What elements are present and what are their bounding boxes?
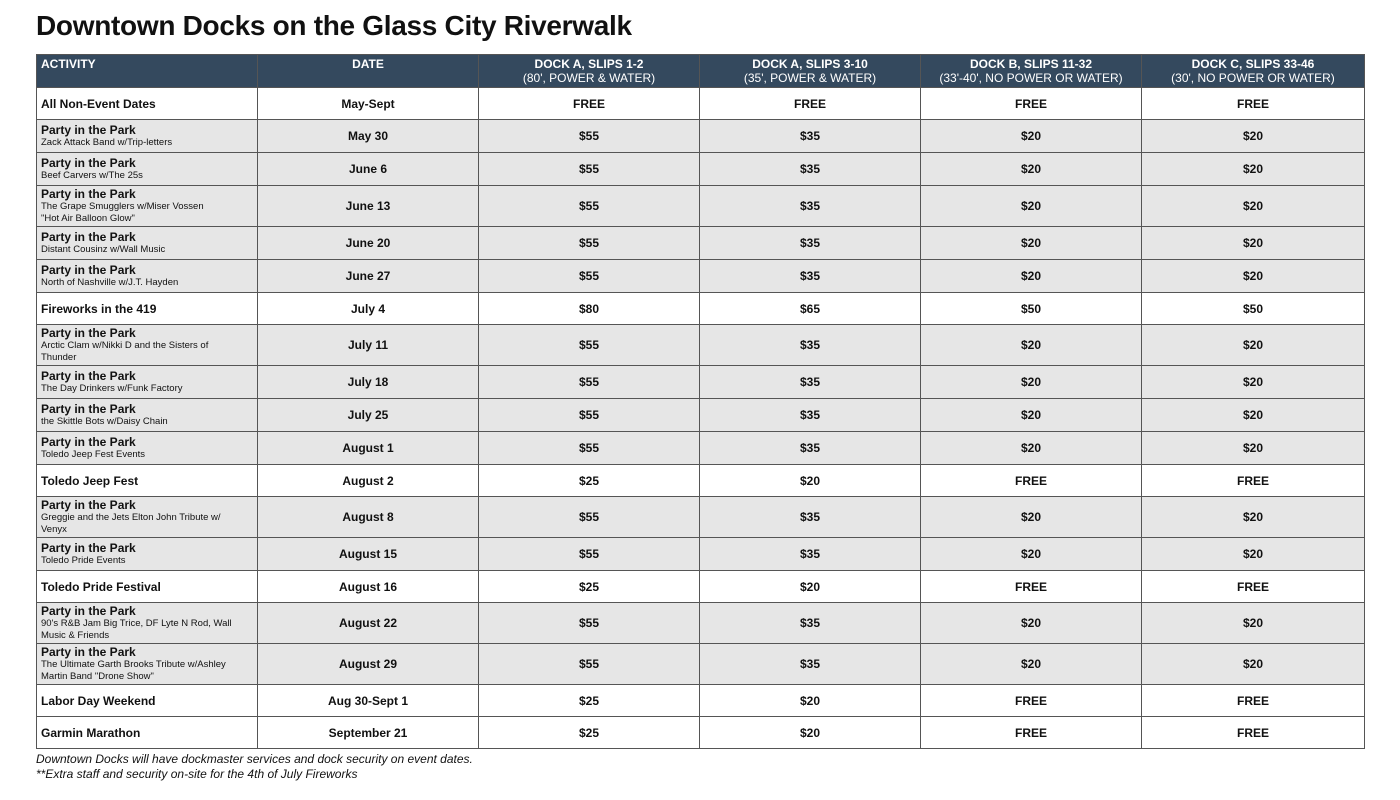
table-row xyxy=(37,644,1365,685)
dock-b-rate: $20 xyxy=(921,153,1142,186)
dock-b-rate: $20 xyxy=(921,399,1142,432)
dock-a-slips-3-10-rate: $35 xyxy=(700,644,921,685)
column-header-activity xyxy=(37,55,258,88)
column-header-dock-a-slips-3-10 xyxy=(700,55,921,88)
dock-c-rate: $20 xyxy=(1142,227,1365,260)
table-row xyxy=(37,366,1365,399)
footnote-dockmaster: Downtown Docks will have dockmaster services and dock security on event dates. xyxy=(36,752,473,766)
dock-a-slips-1-2-rate: $55 xyxy=(479,497,700,538)
dock-b-rate: $20 xyxy=(921,186,1142,227)
table-row xyxy=(37,465,1365,497)
table-row xyxy=(37,497,1365,538)
dock-a-slips-1-2-rate: FREE xyxy=(479,88,700,120)
dock-b-rate: $20 xyxy=(921,603,1142,644)
dock-a-slips-1-2-rate: $55 xyxy=(479,260,700,293)
dock-c-rate: $20 xyxy=(1142,399,1365,432)
activity-detail: Venyx xyxy=(41,523,67,535)
activity-cell xyxy=(37,260,258,293)
activity-cell xyxy=(37,644,258,685)
dock-c-rate: $20 xyxy=(1142,260,1365,293)
activity-name: Party in the Park xyxy=(41,645,136,659)
date-cell: August 22 xyxy=(258,603,479,644)
activity-detail: Arctic Clam w/Nikki D and the Sisters of xyxy=(41,340,209,351)
activity-cell xyxy=(37,88,258,120)
activity-detail: The Grape Smugglers w/Miser Vossen xyxy=(41,201,204,212)
dock-a-slips-3-10-rate: $35 xyxy=(700,399,921,432)
table-row xyxy=(37,186,1365,227)
dock-a-slips-3-10-rate: $35 xyxy=(700,497,921,538)
activity-name: Party in the Park xyxy=(41,604,136,618)
dock-b-rate: FREE xyxy=(921,685,1142,717)
dock-a-slips-1-2-rate: $25 xyxy=(479,465,700,497)
date-cell: August 8 xyxy=(258,497,479,538)
activity-detail: Martin Band "Drone Show" xyxy=(41,670,154,682)
activity-name: Labor Day Weekend xyxy=(41,693,156,708)
activity-cell xyxy=(37,227,258,260)
activity-detail: 90's R&B Jam Big Trice, DF Lyte N Rod, Wall xyxy=(41,618,232,629)
dock-b-rate: $20 xyxy=(921,120,1142,153)
dock-c-rate: FREE xyxy=(1142,717,1365,749)
activity-detail: Greggie and the Jets Elton John Tribute w/ xyxy=(41,512,221,523)
activity-detail: Toledo Pride Events xyxy=(41,554,126,566)
dock-c-rate: $20 xyxy=(1142,366,1365,399)
dock-b-rate: FREE xyxy=(921,717,1142,749)
column-header-date xyxy=(258,55,479,88)
activity-detail: Toledo Jeep Fest Events xyxy=(41,448,146,460)
dock-c-rate: FREE xyxy=(1142,88,1365,120)
dock-b-rate: $20 xyxy=(921,538,1142,571)
table-row xyxy=(37,293,1365,325)
date-cell: May 30 xyxy=(258,120,479,153)
dock-a-slips-1-2-rate: $25 xyxy=(479,685,700,717)
activity-detail: Beef Carvers w/The 25s xyxy=(41,169,143,181)
dock-b-rate: $50 xyxy=(921,293,1142,325)
column-header-label: DOCK A, SLIPS 3-10 xyxy=(752,57,868,71)
page-title: Downtown Docks on the Glass City Riverwalk xyxy=(36,10,632,41)
table-row xyxy=(37,571,1365,603)
dock-a-slips-1-2-rate: $55 xyxy=(479,644,700,685)
date-cell: August 16 xyxy=(258,571,479,603)
activity-cell xyxy=(37,465,258,497)
activity-name: Toledo Jeep Fest xyxy=(41,473,139,488)
activity-name: Party in the Park xyxy=(41,498,136,512)
activity-cell xyxy=(37,399,258,432)
dock-a-slips-1-2-rate: $55 xyxy=(479,227,700,260)
activity-name: Party in the Park xyxy=(41,434,136,449)
dock-a-slips-3-10-rate: $35 xyxy=(700,325,921,366)
activity-detail: The Ultimate Garth Brooks Tribute w/Ashley xyxy=(41,659,226,670)
column-header-dock-a-slips-1-2 xyxy=(479,55,700,88)
dock-a-slips-3-10-rate: $35 xyxy=(700,260,921,293)
dock-b-rate: $20 xyxy=(921,260,1142,293)
date-cell: August 29 xyxy=(258,644,479,685)
table-row xyxy=(37,685,1365,717)
column-header-label: DOCK B, SLIPS 11-32 xyxy=(969,57,1093,71)
date-cell: July 4 xyxy=(258,293,479,325)
activity-cell xyxy=(37,120,258,153)
column-header-label: DOCK C, SLIPS 33-46 xyxy=(1191,57,1315,71)
activity-detail: North of Nashville w/J.T. Hayden xyxy=(41,276,179,288)
dock-a-slips-3-10-rate: $35 xyxy=(700,603,921,644)
activity-detail: The Day Drinkers w/Funk Factory xyxy=(41,382,183,394)
activity-cell xyxy=(37,603,258,644)
dock-a-slips-3-10-rate: $35 xyxy=(700,153,921,186)
dock-a-slips-1-2-rate: $55 xyxy=(479,120,700,153)
dock-c-rate: $20 xyxy=(1142,432,1365,465)
dock-a-slips-1-2-rate: $55 xyxy=(479,399,700,432)
date-cell: June 20 xyxy=(258,227,479,260)
activity-name: Party in the Park xyxy=(41,229,136,244)
activity-cell xyxy=(37,293,258,325)
dock-a-slips-3-10-rate: $35 xyxy=(700,186,921,227)
dock-b-rate: $20 xyxy=(921,497,1142,538)
dock-a-slips-3-10-rate: $65 xyxy=(700,293,921,325)
activity-detail: the Skittle Bots w/Daisy Chain xyxy=(41,415,168,427)
activity-cell xyxy=(37,717,258,749)
activity-cell xyxy=(37,432,258,465)
column-header-label: ACTIVITY xyxy=(41,57,96,71)
date-cell: September 21 xyxy=(258,717,479,749)
dock-c-rate: $20 xyxy=(1142,497,1365,538)
activity-name: All Non-Event Dates xyxy=(41,96,156,111)
dock-rates-table xyxy=(36,54,1365,749)
dock-c-rate: FREE xyxy=(1142,685,1365,717)
dock-b-rate: $20 xyxy=(921,432,1142,465)
activity-name: Party in the Park xyxy=(41,401,136,416)
dock-c-rate: $20 xyxy=(1142,325,1365,366)
dock-c-rate: $20 xyxy=(1142,120,1365,153)
dock-a-slips-1-2-rate: $55 xyxy=(479,366,700,399)
dock-b-rate: FREE xyxy=(921,571,1142,603)
dock-b-rate: $20 xyxy=(921,366,1142,399)
date-cell: August 2 xyxy=(258,465,479,497)
dock-a-slips-3-10-rate: $20 xyxy=(700,571,921,603)
table-row xyxy=(37,538,1365,571)
dock-b-rate: $20 xyxy=(921,227,1142,260)
date-cell: July 25 xyxy=(258,399,479,432)
dock-a-slips-1-2-rate: $25 xyxy=(479,717,700,749)
dock-a-slips-1-2-rate: $55 xyxy=(479,325,700,366)
dock-b-rate: $20 xyxy=(921,325,1142,366)
dock-c-rate: FREE xyxy=(1142,465,1365,497)
date-cell: July 18 xyxy=(258,366,479,399)
column-header-sublabel: (30', NO POWER OR WATER) xyxy=(1171,71,1335,85)
activity-name: Party in the Park xyxy=(41,368,136,383)
table-row xyxy=(37,325,1365,366)
dock-c-rate: $50 xyxy=(1142,293,1365,325)
activity-name: Party in the Park xyxy=(41,326,136,340)
column-header-sublabel: (33'-40', NO POWER OR WATER) xyxy=(939,71,1123,85)
table-row xyxy=(37,399,1365,432)
column-header-sublabel: (35', POWER & WATER) xyxy=(743,71,877,85)
dock-c-rate: $20 xyxy=(1142,186,1365,227)
activity-name: Fireworks in the 419 xyxy=(41,301,157,316)
activity-name: Garmin Marathon xyxy=(41,725,141,740)
dock-a-slips-1-2-rate: $80 xyxy=(479,293,700,325)
dock-b-rate: $20 xyxy=(921,644,1142,685)
activity-detail: Music & Friends xyxy=(41,629,110,641)
dock-a-slips-3-10-rate: $35 xyxy=(700,366,921,399)
dock-c-rate: $20 xyxy=(1142,644,1365,685)
table-row xyxy=(37,432,1365,465)
activity-name: Toledo Pride Festival xyxy=(41,579,161,594)
column-header-label: DOCK A, SLIPS 1-2 xyxy=(534,57,644,71)
column-header-label: DATE xyxy=(352,57,384,71)
activity-name: Party in the Park xyxy=(41,540,136,555)
date-cell: August 15 xyxy=(258,538,479,571)
dock-a-slips-3-10-rate: $20 xyxy=(700,685,921,717)
table-row xyxy=(37,88,1365,120)
dock-a-slips-1-2-rate: $55 xyxy=(479,538,700,571)
footnote-fireworks: **Extra staff and security on-site for the 4th of July Fireworks xyxy=(36,767,358,781)
dock-c-rate: $20 xyxy=(1142,538,1365,571)
activity-cell xyxy=(37,497,258,538)
activity-cell xyxy=(37,186,258,227)
activity-name: Party in the Park xyxy=(41,155,136,170)
dock-a-slips-3-10-rate: $35 xyxy=(700,227,921,260)
table-row xyxy=(37,717,1365,749)
dock-a-slips-1-2-rate: $25 xyxy=(479,571,700,603)
footnotes xyxy=(36,752,473,782)
activity-detail: Thunder xyxy=(41,351,77,363)
table-row xyxy=(37,603,1365,644)
dock-a-slips-1-2-rate: $55 xyxy=(479,432,700,465)
dock-c-rate: $20 xyxy=(1142,153,1365,186)
activity-detail: "Hot Air Balloon Glow" xyxy=(41,212,135,224)
dock-a-slips-3-10-rate: FREE xyxy=(700,88,921,120)
date-cell: June 13 xyxy=(258,186,479,227)
dock-a-slips-1-2-rate: $55 xyxy=(479,153,700,186)
date-cell: July 11 xyxy=(258,325,479,366)
dock-a-slips-3-10-rate: $20 xyxy=(700,465,921,497)
activity-cell xyxy=(37,571,258,603)
activity-name: Party in the Park xyxy=(41,122,136,137)
dock-a-slips-3-10-rate: $20 xyxy=(700,717,921,749)
dock-b-rate: FREE xyxy=(921,88,1142,120)
activity-cell xyxy=(37,153,258,186)
activity-cell xyxy=(37,366,258,399)
dock-a-slips-3-10-rate: $35 xyxy=(700,432,921,465)
table-header-row xyxy=(37,55,1365,88)
column-header-dock-b-slips-11-32 xyxy=(921,55,1142,88)
dock-b-rate: FREE xyxy=(921,465,1142,497)
activity-name: Party in the Park xyxy=(41,262,136,277)
activity-cell xyxy=(37,325,258,366)
date-cell: June 27 xyxy=(258,260,479,293)
table-body xyxy=(37,88,1365,749)
activity-cell xyxy=(37,538,258,571)
activity-detail: Distant Cousinz w/Wall Music xyxy=(41,243,166,255)
dock-c-rate: $20 xyxy=(1142,603,1365,644)
date-cell: August 1 xyxy=(258,432,479,465)
activity-cell xyxy=(37,685,258,717)
activity-name: Party in the Park xyxy=(41,187,136,201)
dock-a-slips-3-10-rate: $35 xyxy=(700,120,921,153)
column-header-dock-c-slips-33-46 xyxy=(1142,55,1365,88)
table-row xyxy=(37,153,1365,186)
dock-a-slips-3-10-rate: $35 xyxy=(700,538,921,571)
column-header-sublabel: (80', POWER & WATER) xyxy=(522,71,656,85)
date-cell: June 6 xyxy=(258,153,479,186)
dock-a-slips-1-2-rate: $55 xyxy=(479,186,700,227)
dock-c-rate: FREE xyxy=(1142,571,1365,603)
date-cell: May-Sept xyxy=(258,88,479,120)
table-row xyxy=(37,260,1365,293)
table-row xyxy=(37,120,1365,153)
dock-a-slips-1-2-rate: $55 xyxy=(479,603,700,644)
activity-detail: Zack Attack Band w/Trip-letters xyxy=(41,136,173,148)
table-row xyxy=(37,227,1365,260)
date-cell: Aug 30-Sept 1 xyxy=(258,685,479,717)
